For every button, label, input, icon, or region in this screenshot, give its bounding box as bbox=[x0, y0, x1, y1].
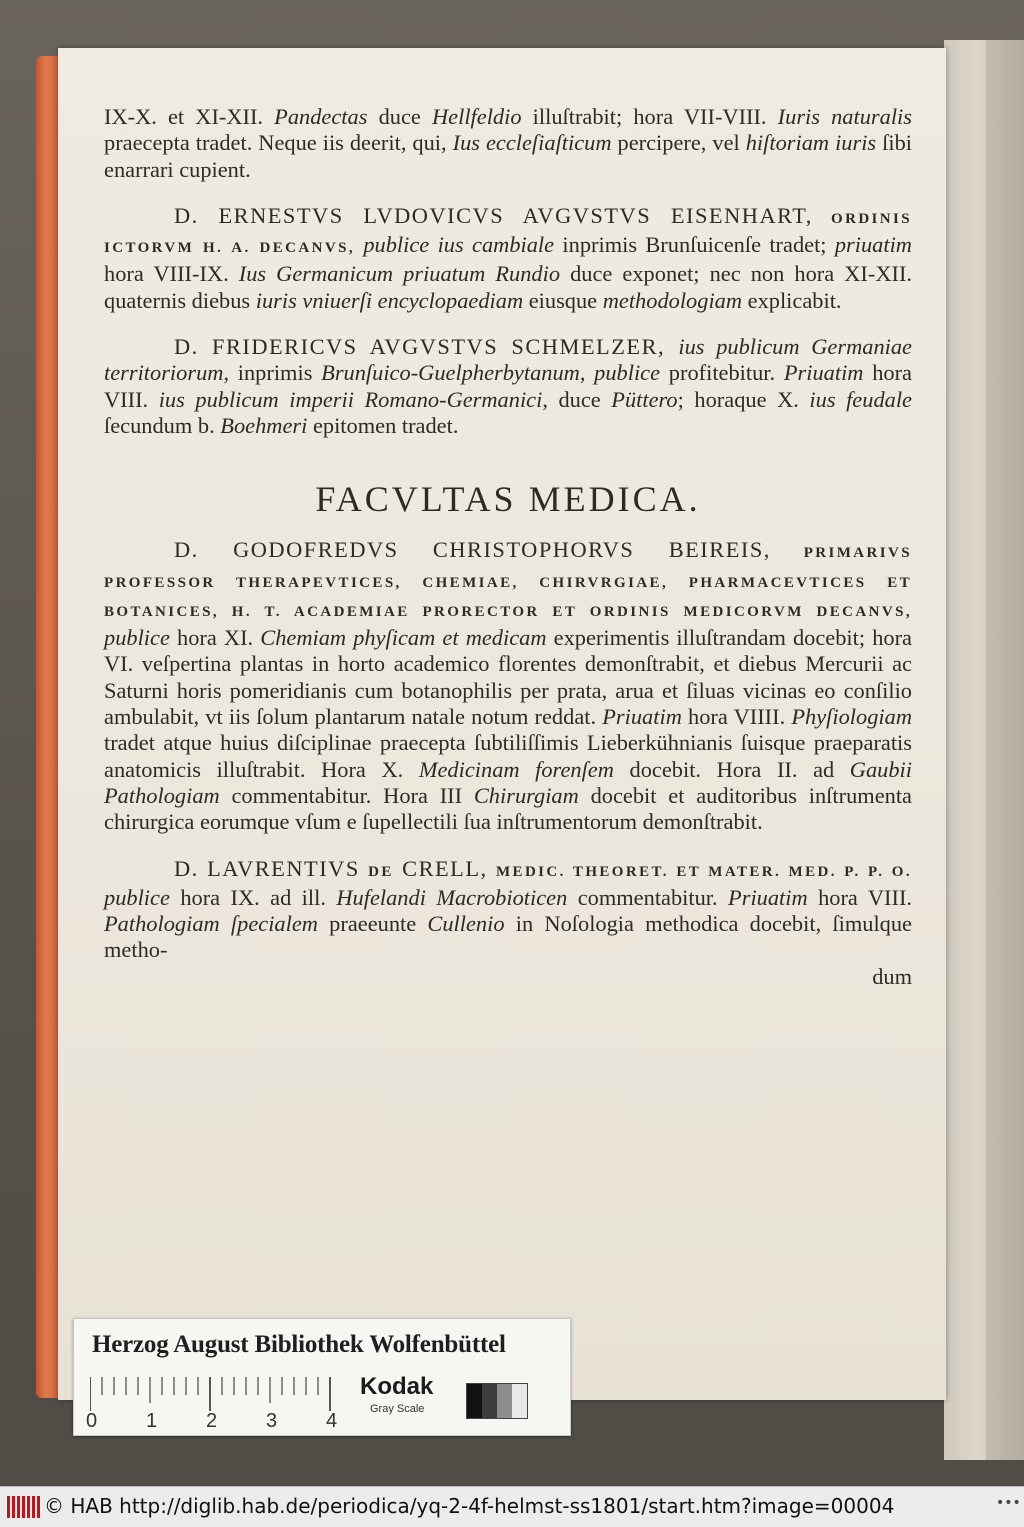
viewer-footer bbox=[0, 1486, 1024, 1527]
hab-logo-icon bbox=[6, 1493, 40, 1521]
page-text bbox=[104, 104, 912, 990]
paragraph-schmelzer: D. FRIDERICVS AVGVSTVS SCHMELZER, ius publicum Germaniae territoriorum, inprimis Brunſuico-Guelpherbytanum, publice profitebitur. Priuatim hora VIII. ius publicum imperii Romano-Germanici, duce Püttero; horaque X. ius feudale ſecundum b. Boehmeri epitomen tradet. bbox=[104, 334, 912, 438]
paragraph-crell: D. LAVRENTIVS DE CRELL, MEDIC. THEORET. ET MATER. MED. P. P. O. publice hora IX. ad ill. Hufelandi Macrobioticen commentabitur. Priuatim hora VIII. Pathologiam ſpecialem praeeunte Cullenio in Noſologia methodica docebit, ſimulque metho- bbox=[104, 855, 913, 963]
swatch-light-gray bbox=[512, 1384, 527, 1418]
catchword: dum bbox=[872, 963, 912, 989]
swatch-mid-gray bbox=[497, 1384, 512, 1418]
professor-name: D. ERNESTVS LVDOVICVS AVGVSTVS EISENHART, bbox=[174, 202, 813, 228]
page-edge bbox=[36, 56, 58, 1398]
library-name: Herzog August Bibliothek Wolfenbüttel bbox=[92, 1331, 506, 1358]
gray-scale-label: Gray Scale bbox=[370, 1403, 425, 1415]
swatch-dark-gray bbox=[482, 1384, 497, 1418]
ruler-number: 3 bbox=[266, 1410, 278, 1432]
ruler-number: 2 bbox=[206, 1410, 218, 1432]
paragraph-beireis: D. GODOFREDVS CHRISTOPHORVS BEIREIS, PRIMARIVS PROFESSOR THERAPEVTICES, CHEMIAE, CHIRVRGIAE, PHARMACEVTICES ET BOTANICES, H. T. ACADEMIAE PRORECTOR ET ORDINIS MEDICORVM DECANVS, publice hora XI. Chemiam phyſicam et medicam experimentis illuſtrandam docebit; hora VI. veſpertina plantas in horto academico florentes demonſtrabit, et diebus Mercurii ac Saturni horis pomeridianis cum botanophilis per prata, arua et ſiluas vicinas eo conſilio ambulabit, vt iis ſolum plantarum natale notum reddat. Priuatim hora VIIII. Phyſiologiam tradet atque huius diſciplinae praecepta ſubtiliſſimis Lieberkühnianis ſuisque praeparatis anatomicis illuſtrabit. Hora X. Medicinam forenſem docebit. Hora II. ad Gaubii Pathologiam commentabitur. Hora III Chirurgiam docebit et auditoribus inſtrumenta chirurgica eorumque vſum e ſupellectili ſua inſtrumentorum demonſtrabit. bbox=[104, 537, 912, 835]
section-heading: FACVLTAS MEDICA. bbox=[315, 479, 701, 520]
book-spine bbox=[986, 40, 1024, 1460]
gray-scale-swatches bbox=[466, 1383, 528, 1419]
ruler-number: 0 bbox=[86, 1410, 98, 1432]
ruler-number: 4 bbox=[326, 1410, 338, 1432]
professor-name: D. LAVRENTIVS bbox=[174, 855, 369, 881]
professor-name: D. FRIDERICVS AVGVSTVS SCHMELZER, bbox=[174, 334, 679, 360]
scale-ruler bbox=[90, 1373, 344, 1415]
paragraph-eisenhart: D. ERNESTVS LVDOVICVS AVGVSTVS EISENHART, ORDINIS ICTORVM H. A. DECANVS, publice ius cambiale inprimis Brunſuicenſe tradet; priuatim hora VIII-IX. Ius Germanicum priuatum Rundio duce exponet; nec non hora XI-XII. quaternis diebus iuris vniuerſi encyclopaediam eiusque methodologiam explicabit. bbox=[104, 202, 913, 313]
paragraph-law-continued: IX-X. et XI-XII. Pandectas duce Hellfeldio illuſtrabit; hora VII-VIII. Iuris naturalis praecepta tradet. Neque iis deerit, qui, Ius eccleſiaſticum percipere, vel hiſtoriam iuris ſibi enarrari cupient. bbox=[104, 104, 912, 182]
swatch-black bbox=[467, 1384, 482, 1418]
source-url-link[interactable]: © HAB http://diglib.hab.de/periodica/yq-2-4f-helmst-ss1801/start.htm?image=00004 bbox=[44, 1494, 895, 1518]
ruler-numbers bbox=[84, 1410, 364, 1434]
library-color-target bbox=[73, 1318, 571, 1436]
ruler-number: 1 bbox=[146, 1410, 158, 1432]
professor-name: D. GODOFREDVS CHRISTOPHORVS BEIREIS, bbox=[174, 537, 771, 563]
more-icon[interactable]: ••• bbox=[996, 1495, 1021, 1511]
kodak-logo: Kodak bbox=[360, 1373, 434, 1400]
